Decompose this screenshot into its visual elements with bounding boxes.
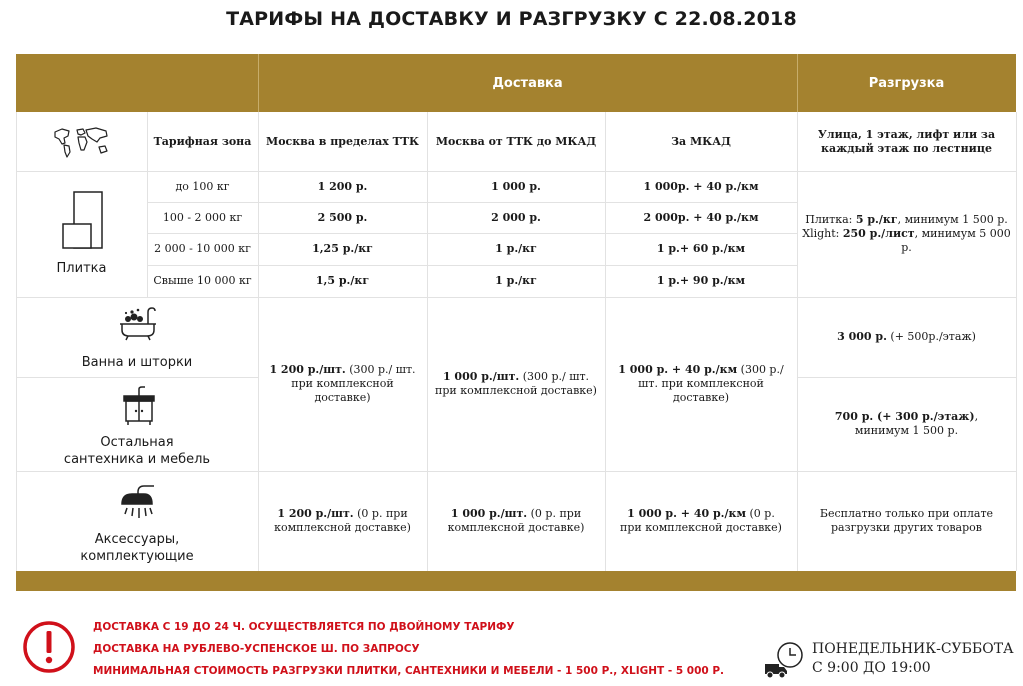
bp-ttk-mkad-bold: 1 000 р./шт. [442,370,520,383]
plumbing-unload-rest: , минимум 1 500 р. [854,410,979,437]
acc-ttk-bold: 1 200 р./шт. [277,507,354,520]
tile-outside-1: 1 000р. + 40 р./км [643,179,759,193]
notes-list [93,616,724,682]
header-delivery: Доставка [492,76,563,91]
tile-ttk-mkad-1: 1 000 р. [491,179,541,193]
bath-unload [797,297,1016,377]
bp-ttk-rest: (300 р./ шт. при комплексной доставке) [291,363,416,404]
bath-label: Ванна и шторки [81,354,193,370]
delivery-truck-clock-icon [764,640,806,680]
tile-zone-1: до 100 кг [175,179,230,193]
tile-unload-l1-rest: , минимум 1 500 р. [897,213,1008,226]
tile-unload-l1-bold: 5 р./кг [855,213,898,226]
accessories-ttk-mkad [427,471,605,571]
working-hours [812,640,1014,678]
world-map-icon [52,126,110,158]
accessories-ttk [258,471,427,571]
acc-ttk-mkad-rest: (0 р. при комплексной доставке) [447,507,585,534]
tile-ttk-mkad-3: 1 р./кг [495,242,537,255]
hours-days: ПОНЕДЕЛЬНИК-СУББОТА [812,641,1014,657]
sink-cabinet-icon [122,386,156,426]
tile-ttk-1: 1 200 р. [317,179,368,193]
bath-plumbing-ttk [258,297,427,471]
col-zone-header: Тарифная зона [153,134,252,148]
tile-ttk-4: 1,5 р./кг [315,274,370,287]
tile-unload-l1-prefix: Плитка: [805,213,856,226]
acc-outside-bold: 1 000 р. + 40 р./км [627,507,747,520]
bath-plumbing-outside [605,297,797,471]
tile-label: Плитка [56,260,107,276]
note-item: ДОСТАВКА С 19 ДО 24 Ч. ОСУЩЕСТВЛЯЕТСЯ ПО ДВОЙНОМУ ТАРИФУ [93,621,515,633]
tile-icon [60,190,106,250]
tile-ttk-3: 1,25 р./кг [312,242,373,255]
plumbing-unload [797,377,1016,471]
accessories-unload: Бесплатно только при оплате разгрузки других товаров [819,507,994,534]
tile-outside-2: 2 000р. + 40 р./км [643,210,759,224]
tile-unload-l2-rest: , минимум 5 000 р. [901,227,1011,254]
bath-unload-rest: (+ 500р./этаж) [886,330,976,343]
bath-plumbing-ttk-mkad [427,297,605,471]
bath-unload-bold: 3 000 р. [837,330,887,343]
acc-ttk-rest: (0 р. при комплексной доставке) [274,507,411,534]
tile-outside-4: 1 р.+ 90 р./км [656,274,746,287]
bp-ttk-bold: 1 200 р./шт. [269,363,346,376]
bathtub-icon [118,306,158,342]
bp-outside-bold: 1 000 р. + 40 р./км [618,363,738,376]
tile-unload-l2-bold: 250 р./лист [842,227,915,240]
hours-time: С 9:00 ДО 19:00 [812,660,931,676]
bp-outside-rest: (300 р./шт. при комплексной доставке) [638,363,784,404]
plumbing-unload-bold: 700 р. (+ 300 р./этаж) [834,410,975,423]
accessories-label: Аксессуары, комплектующие [80,532,194,564]
acc-outside-rest: (0 р. при комплексной доставке) [620,507,782,534]
tile-unload-l2-prefix: Xlight: [802,227,843,240]
bp-ttk-mkad-rest: (300 р./ шт. при комплексной доставке) [435,370,597,397]
tile-ttk-2: 2 500 р. [317,210,368,224]
note-item: МИНИМАЛЬНАЯ СТОИМОСТЬ РАЗГРУЗКИ ПЛИТКИ, САНТЕХНИКИ И МЕБЕЛИ - 1 500 Р., XLIGHT - 5 000 Р. [93,665,725,677]
plumbing-label: Остальная сантехника и мебель [63,435,211,467]
col-unload-header: Улица, 1 этаж, лифт или за каждый этаж по лестнице [817,127,996,155]
page-title: ТАРИФЫ НА ДОСТАВКУ И РАЗГРУЗКУ С 22.08.2018 [226,8,797,30]
tile-unload [797,171,1016,297]
accessories-outside [605,471,797,571]
tile-ttk-mkad-4: 1 р./кг [495,274,537,287]
header-unloading: Разгрузка [868,76,945,91]
col-ttk-mkad-header: Москва от ТТК до МКАД [435,134,597,148]
tile-ttk-mkad-2: 2 000 р. [491,210,541,224]
footer-band [16,571,1016,591]
tile-zone-2: 100 - 2 000 кг [162,210,243,224]
tile-zone-3: 2 000 - 10 000 кг [154,242,251,255]
shower-icon [118,482,156,522]
col-ttk-header: Москва в пределах ТТК [266,134,419,148]
tile-outside-3: 1 р.+ 60 р./км [656,242,746,255]
note-item: ДОСТАВКА НА РУБЛЕВО-УСПЕНСКОЕ Ш. ПО ЗАПРОСУ [93,643,420,655]
tile-zone-4: Свыше 10 000 кг [153,274,252,287]
col-outside-header: За МКАД [671,134,731,148]
acc-ttk-mkad-bold: 1 000 р./шт. [450,507,528,520]
warning-icon [22,620,76,674]
